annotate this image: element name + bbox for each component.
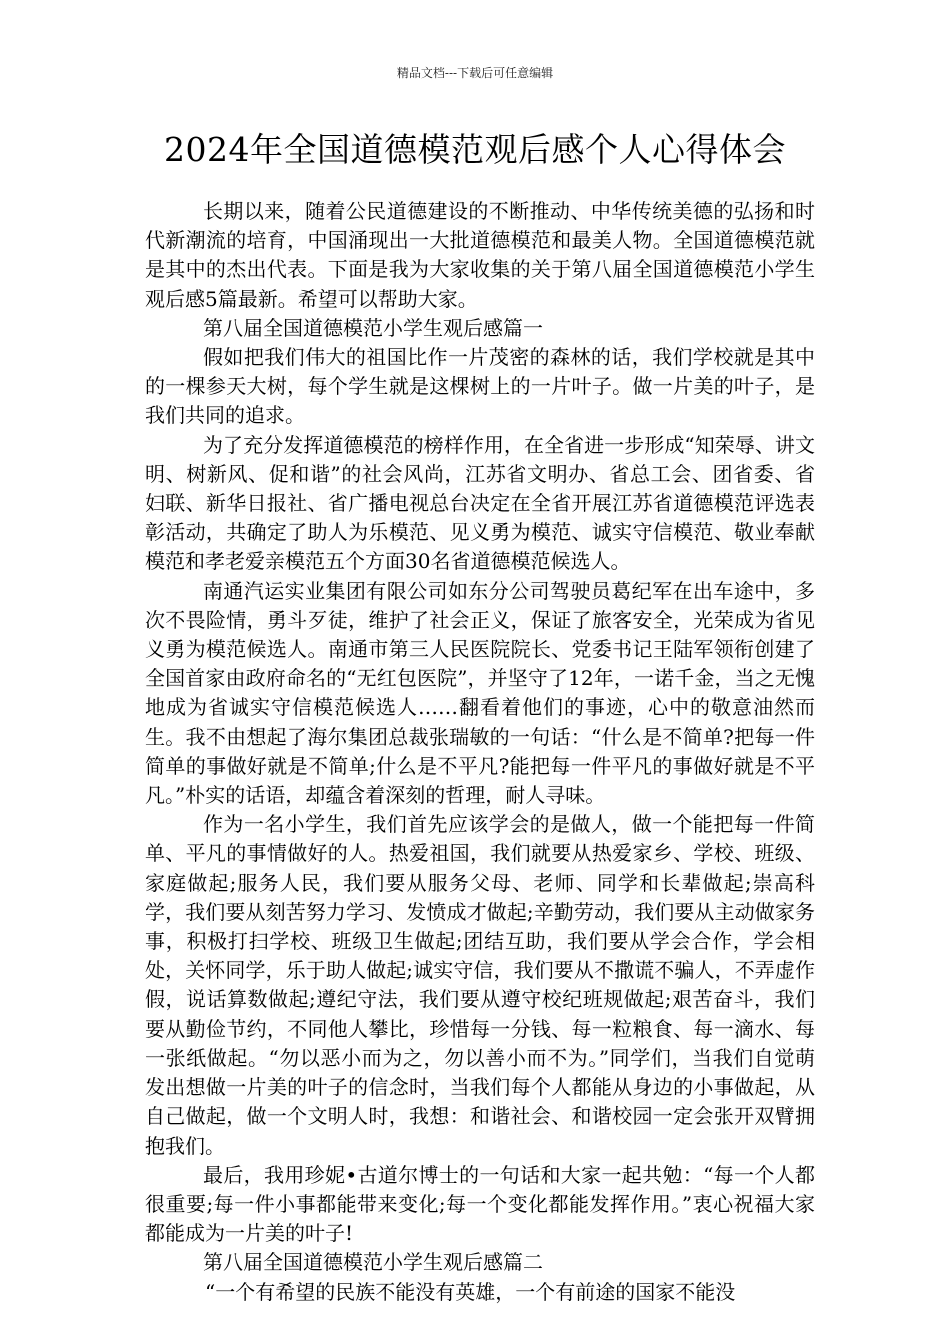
body-paragraph: “一个有希望的民族不能没有英雄，一个有前途的国家不能没 — [205, 1279, 736, 1304]
body-paragraph: 为了充分发挥道德模范的榜样作用，在全省进一步形成“知荣辱、讲文明、树新风、促和谐”的社会风尚，江苏省文明办、省总工会、团省委、省妇联、新华日报社、省广播电视总台决定在全省开展江苏省道德模范评选表彰活动，共确定了助人为乐模范、见义勇为模范、诚实守信模范、敬业奉献模范和孝老爱亲模范五个方面30名省道德模范候选人。 — [145, 432, 815, 574]
body-paragraph: 作为一名小学生，我们首先应该学会的是做人，做一个能把每一件简单、平凡的事情做好的人。热爱祖国，我们就要从热爱家乡、学校、班级、家庭做起;服务人民，我们要从服务父母、老师、同学和长辈做起;崇高科学，我们要从刻苦努力学习、发愤成才做起;辛勤劳动，我们要从主动做家务事，积极打扫学校、班级卫生做起;团结互助，我们要从学会合作，学会相处，关怀同学，乐于助人做起;诚实守信，我们要从不撒谎不骗人，不弄虚作假，说话算数做起;遵纪守法，我们要从遵守校纪班规做起;艰苦奋斗，我们要从勤俭节约，不同他人攀比，珍惜每一分钱、每一粒粮食、每一滴水、每一张纸做起。“勿以恶小而为之，勿以善小而不为。”同学们，当我们自觉萌发出想做一片美的叶子的信念时，当我们每个人都能从身边的小事做起，从自己做起，做一个文明人时，我想：和谐社会、和谐校园一定会张开双臂拥抱我们。 — [145, 812, 815, 1158]
header-note: 精品文档---下载后可任意编辑 — [396, 66, 554, 80]
body-paragraph: 最后，我用珍妮•古道尔博士的一句话和大家一起共勉：“每一个人都很重要;每一件小事都能带来变化;每一个变化都能发挥作用。”衷心祝福大家都能成为一片美的叶子! — [145, 1162, 815, 1246]
body-paragraph: 假如把我们伟大的祖国比作一片茂密的森林的话，我们学校就是其中的一棵参天大树，每个学生就是这棵树上的一片叶子。做一片美的叶子，是我们共同的追求。 — [145, 345, 815, 428]
intro-paragraph: 长期以来，随着公民道德建设的不断推动、中华传统美德的弘扬和时代新潮流的培育，中国涌现出一大批道德模范和最美人物。全国道德模范就是其中的杰出代表。下面是我为大家收集的关于第八届全国道德模范小学生观后感5篇最新。希望可以帮助大家。 — [145, 199, 815, 311]
section-heading-2: 第八届全国道德模范小学生观后感篇二 — [203, 1250, 543, 1275]
document-body — [145, 197, 815, 1307]
section-heading-1: 第八届全国道德模范小学生观后感篇一 — [203, 315, 543, 340]
document-title: 2024年全国道德模范观后感个人心得体会 — [164, 130, 786, 169]
body-paragraph: 南通汽运实业集团有限公司如东分公司驾驶员葛纪军在出车途中，多次不畏险情，勇斗歹徒，维护了社会正义，保证了旅客安全，光荣成为省见义勇为模范候选人。南通市第三人民医院院长、党委书记王陆军领衔创建了全国首家由政府命名的“无红包医院”，并坚守了12年，一诺千金，当之无愧地成为省诚实守信模范候选人……翻看着他们的事迹，心中的敬意油然而生。我不由想起了海尔集团总裁张瑞敏的一句话：“什么是不简单?把每一件简单的事做好就是不简单;什么是不平凡?能把每一件平凡的事做好就是不平凡。”朴实的话语，却蕴含着深刻的哲理，耐人寻味。 — [145, 578, 815, 808]
